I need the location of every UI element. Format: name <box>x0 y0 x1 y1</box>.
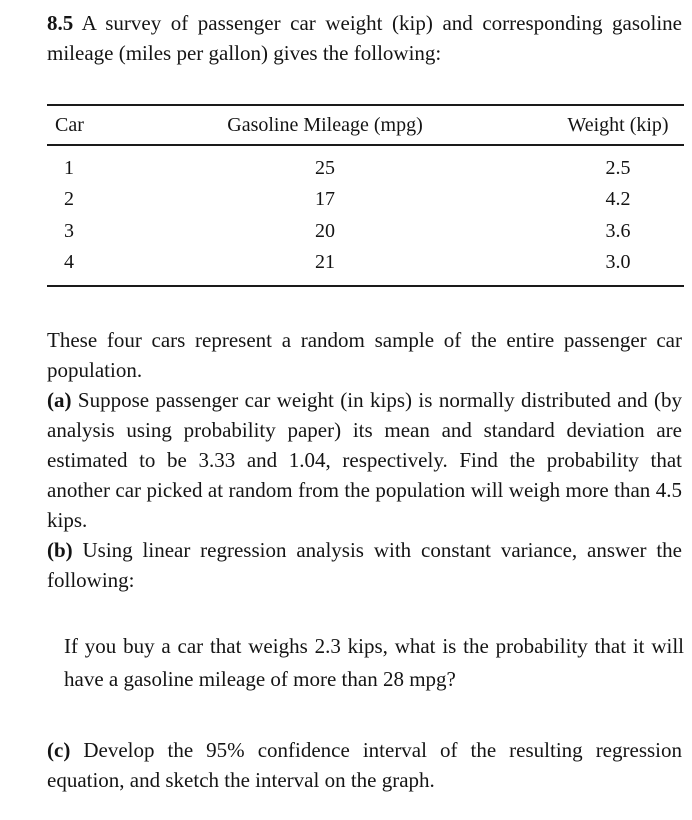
cell-weight: 4.2 <box>605 188 631 210</box>
cell-weight: 3.6 <box>605 220 631 242</box>
table-bottom-rule <box>47 285 684 287</box>
cell-weight: 2.5 <box>605 157 631 179</box>
table-top-rule <box>47 104 684 106</box>
cell-mileage: 17 <box>315 188 335 210</box>
cell-car: 1 <box>64 157 74 179</box>
cell-mileage: 21 <box>315 251 335 273</box>
cell-mileage: 25 <box>315 157 335 179</box>
table-header-rule <box>47 144 684 146</box>
header-mileage: Gasoline Mileage (mpg) <box>227 114 423 136</box>
cell-car: 2 <box>64 188 74 210</box>
problem-statement <box>47 8 682 68</box>
part-b <box>47 535 682 595</box>
part-b-label: (b) <box>47 538 73 562</box>
header-weight: Weight (kip) <box>567 114 669 136</box>
problem-number: 8.5 <box>47 11 74 35</box>
cell-mileage: 20 <box>315 220 335 242</box>
part-b-text: Using linear regression analysis with constant variance, answer the following: <box>47 538 682 592</box>
part-a <box>47 385 682 535</box>
part-c-text: Develop the 95% confidence interval of the resulting regression equation, and sketch the interval on the graph. <box>47 738 682 792</box>
cell-car: 3 <box>64 220 74 242</box>
part-a-text: Suppose passenger car weight (in kips) is normally distributed and (by analysis using probability paper) its mean and standard deviation are estimated to be 3.33 and 1.04, respectively. Find the probability that another car picked at random from the population will weigh more than 4.5 kips. <box>47 388 682 532</box>
cell-car: 4 <box>64 251 74 273</box>
part-b-question: If you buy a car that weighs 2.3 kips, what is the probability that it will have a gasoline mileage of more than 28 mpg? <box>64 634 684 691</box>
part-a-label: (a) <box>47 388 72 412</box>
part-c <box>47 735 682 795</box>
header-car: Car <box>55 114 84 136</box>
part-c-label: (c) <box>47 738 71 762</box>
problem-intro: A survey of passenger car weight (kip) and corresponding gasoline mileage (miles per gallon) gives the following: <box>47 11 682 65</box>
cell-weight: 3.0 <box>605 251 631 273</box>
sample-description: These four cars represent a random sample of the entire passenger car population. <box>47 328 682 382</box>
